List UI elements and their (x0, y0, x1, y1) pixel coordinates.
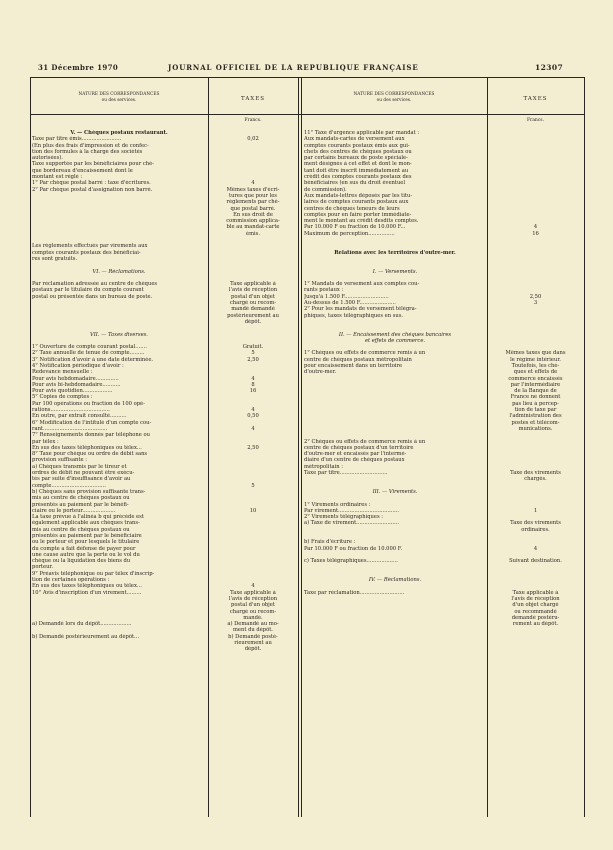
table-row-text: Aux mandats-cartes de versement aux (304, 136, 405, 143)
header-rule (30, 77, 584, 78)
table-row-tax: ordinaires. (521, 526, 550, 533)
table-row-text: c) Taxes télégraphiques................... (304, 558, 398, 565)
table-row-text: a) Demandé lors du dépôt................... (32, 621, 132, 628)
page-number: 12307 (535, 63, 564, 72)
table-row-tax: Taxe applicable à (230, 589, 276, 596)
table-row-text: chets des centres de chèques postaux ou (304, 148, 412, 155)
table-row-tax: de la Banque de (514, 388, 557, 395)
table-row-text: postaux par le titulaire du compte courant (32, 287, 144, 294)
table-row-text: que bordereau d'encaissement dont le (32, 167, 133, 174)
table-row-tax: b) Demandé posté- (228, 633, 278, 640)
table-row-text (304, 621, 486, 627)
table-row-tax: 2,50 (529, 293, 542, 300)
table-row-text: rations.................................... (32, 407, 110, 414)
table-row-text: comptes courants postaux des bénéficiai- (32, 249, 141, 256)
table-row-tax: postal d'un objet (231, 293, 275, 300)
table-row-text: 2° Virements télégraphiques : (304, 514, 384, 521)
table-row-text: Maximum de perception................ (304, 230, 395, 237)
table-row-text: une cause autre que la perte ou le vol du (32, 551, 140, 558)
table-row-text: 11° Taxe d'urgence applicable par mandat : (304, 130, 420, 136)
table-row-text: tion des formules à la charge des sociétés (32, 148, 143, 155)
table-row-text: 1° Par chèque postal barré : taxe d'écritures. (32, 180, 151, 187)
table-row-text: b) Demandé postérieurement au dépôt... (32, 633, 139, 640)
table-row-text: 2° Taxe annuelle de tenue de compte......... (32, 350, 145, 357)
table-row-tax: 4 (251, 583, 255, 590)
table-row-text: bénéficiaires (en sus du droit éventuel (304, 180, 406, 187)
table-row-text: 7° Renseignements donnés par téléphone ou (32, 432, 150, 439)
table-row-tax: Taxe des virements (510, 470, 561, 477)
table-row-tax: dépôt. (244, 646, 262, 653)
table-row-text: ment le montant au crédit desdits comptes. (304, 218, 419, 225)
table-row-tax: ble au mandat-carte (226, 224, 280, 231)
table-row-tax: 3 (533, 300, 538, 307)
table-row-text: phiques, taxes télégraphiques en sus. (304, 312, 404, 319)
table-row-text: Pour avis hebdomadaire.............. (32, 375, 119, 382)
table-row-tax: 4 (251, 425, 255, 432)
table-row-text: b) Chèques sans provision suffisante trans- (32, 488, 146, 495)
table-row-tax: pas lieu à percep- (512, 400, 559, 407)
table-row-tax: ment du dépôt. (233, 627, 273, 634)
table-row-tax: 2,50 (247, 444, 259, 451)
border-right (584, 77, 585, 817)
table-row-text: a) Taxe de virement.......................... (304, 520, 400, 527)
table-row-text: ciaire ou le porteur.................... (32, 507, 116, 514)
section-heading: II. — Encaissement des chèques bancaires (338, 331, 452, 338)
left-nature-header (30, 92, 208, 104)
table-row-text: crédit des comptes courants postaux des (304, 174, 412, 181)
table-row-tax: chargés. (524, 476, 547, 483)
table-row-text: tant doit être inscrit immédiatement au (304, 167, 409, 174)
table-row-tax: 1 (533, 507, 538, 514)
table-row-text: 2° Par chèque postal d'assignation non barré. (32, 186, 153, 193)
table-row-text: Pour avis quotidien.................. (32, 388, 113, 395)
table-row-tax: mandé demandé (231, 306, 275, 313)
table-row-text: Taxe par réclamation........................... (304, 589, 405, 596)
table-row-tax: rieurement au (234, 640, 272, 647)
table-row-text: tion de certaines opérations : (32, 577, 110, 584)
table-row-text: centre de chèques postaux d'un territoire (304, 444, 414, 451)
table-row-tax: chargé ou recom- (229, 608, 277, 615)
table-row-tax: commission applica- (226, 218, 280, 225)
table-row-text: également applicable aux chèques trans- (32, 520, 140, 527)
table-row-text: Taxe supportée par les bénéficiaires pour chè- (32, 161, 154, 168)
table-row-tax: 16 (249, 388, 257, 395)
table-row-text: tés par suite d'insuffisance d'avoir au (32, 476, 131, 483)
left-nature-column (32, 130, 206, 653)
table-row-tax: 4 (533, 545, 538, 552)
table-row-tax: 8 (251, 381, 255, 388)
table-row-text: La taxe prévue à l'alinéa b qui précède est (32, 514, 144, 521)
table-row-text: Par 100 opérations ou fraction de 100 opé- (32, 400, 145, 407)
table-row-tax: tion de taxe par (514, 407, 557, 414)
table-row-text: Au-dessus de 1.500 F...................... (304, 300, 396, 307)
table-row-text: 1° Virements ordinaires : (304, 501, 371, 508)
table-row-tax: demandé postéru- (511, 614, 560, 621)
table-row-text: 2° Pour les mandats de versement télégra- (304, 306, 417, 313)
table-row-text: En sus des taxes téléphoniques ou télex... (32, 444, 142, 451)
table-row-text: ment désignés à cet effet et dont le mon- (304, 161, 412, 168)
table-row-text: Pour avis bi-hebdomadaire........... (32, 381, 121, 388)
table-row-text: autorisées). (32, 155, 63, 162)
right-francs-label: Francs. (526, 118, 545, 123)
border-left (30, 77, 31, 817)
table-row-text: ou le porteur et pour lesquels le titulaire (32, 539, 140, 546)
table-row-text: métropolitain : (304, 463, 344, 470)
nature-sub-label: ou des services. (376, 98, 412, 103)
table-row-tax: que postal barré. (230, 205, 276, 212)
table-row-tax: postérieurement au (227, 312, 279, 319)
table-row-tax: l'avis de réception (511, 595, 560, 602)
table-row-tax: émis. (246, 230, 260, 237)
table-row-tax: 4 (251, 180, 255, 187)
table-row-tax: Mêmes taxes que dans (505, 350, 566, 357)
table-row-tax: postes et télécom- (511, 419, 560, 426)
table-row-tax: France ne donnent (510, 394, 561, 401)
table-row-text: diaire d'un centre de chèques postaux (304, 457, 405, 464)
table-row-text: 4° Notification périodique d'avoir : (32, 362, 124, 369)
table-row-text: 6° Modification de l'intitulé d'un compte cou- (32, 419, 152, 426)
table-row-text: 1° Chèques ou effets de commerce remis à un (304, 350, 426, 357)
table-row-text: d'outre-mer. (304, 369, 337, 376)
table-row-text: centre de chèques postaux métropolitain (304, 356, 412, 363)
section-heading: V. — Chèques postaux restaurant. (70, 130, 168, 136)
table-row-tax: Taxe applicable à (230, 281, 276, 288)
table-row-tax: 10 (249, 507, 257, 514)
table-row-text: centres de chèques teneurs de leurs (304, 205, 400, 212)
section-heading: Relations avec les territoires d'outre-mer. (334, 249, 456, 256)
section-heading: VII. — Taxes diverses. (90, 331, 148, 338)
table-row-text: En sus des taxes téléphoniques ou télex... (32, 583, 142, 590)
table-row-tax: par l'intermédiaire (510, 381, 561, 388)
table-row-text: compte................................. (32, 482, 106, 489)
table-row-text: Par 10.000 F ou fraction de 10.000 F. (304, 545, 403, 552)
table-row-text: 2° Chèques ou effets de commerce remis à un (304, 438, 426, 445)
table-row-tax: commerce encaissés (508, 375, 563, 382)
table-row-text: d'outre-mer et encaissés par l'intermé- (304, 451, 407, 458)
table-row-tax: postal d'un objet (231, 602, 275, 609)
table-row-text: de commission). (304, 186, 347, 193)
right-nature-header (301, 92, 487, 104)
table-row-tax: mandé. (243, 614, 263, 621)
table-row-tax: 4 (251, 407, 255, 414)
table-row-text: Par réclamation adressée au centre de chèques (32, 281, 158, 288)
table-row-tax: rement au dépôt. (512, 621, 559, 628)
table-row-text: 1° Mandats de versement aux comptes cou- (304, 281, 420, 288)
section-heading: IV. — Réclamations. (368, 577, 422, 584)
left-taxes-header: TAXES (240, 96, 266, 102)
table-row-text: res sont gratuits. (32, 255, 78, 262)
section-heading: VI. — Réclamations. (92, 268, 146, 275)
table-row-tax: Mêmes taxes d'écri- (226, 186, 280, 193)
table-row-tax: 0,50 (247, 413, 259, 420)
table-row-text: présentés au paiement par le bénéficiaire (32, 533, 142, 539)
table-row-text: Taxe par titre............................. (304, 470, 388, 477)
right-nature-column (304, 130, 486, 627)
table-row-tax: 5 (251, 350, 255, 357)
journal-title: JOURNAL OFFICIEL DE LA REPUBLIQUE FRANÇAISE (168, 63, 419, 72)
table-row-text: 3° Notification d'avoir à une date déterminée. (32, 356, 154, 363)
section-heading: I. — Versements. (372, 268, 418, 275)
table-row-text: Par virement..................................... (304, 507, 400, 514)
table-row-tax: ques et effets de (513, 369, 558, 376)
table-row-text: pour encaissement dans un territoire (304, 362, 403, 369)
table-row-text: comptes courants postaux émis aux gui- (304, 142, 410, 149)
table-row-text: mis au centre de chèques postaux ou (32, 526, 130, 533)
section-heading: III. — Virements. (372, 488, 418, 495)
table-row-text: par télex : (32, 438, 59, 445)
table-row-tax: chargé ou recom- (229, 300, 277, 307)
table-row-tax: dépôt. (244, 318, 262, 325)
table-row-text: ordres de débit ne pouvant être exécu- (32, 470, 135, 477)
table-row-tax: Suivant destination. (509, 558, 562, 565)
table-row-text: chèque ou la liquidation des biens du (32, 558, 131, 565)
table-row-text: Taxe par titre émis........................ (32, 136, 122, 143)
table-row-text: (En plus des frais d'impression et de confec- (32, 142, 149, 149)
table-row-tax: Taxe applicable à (512, 589, 559, 596)
table-row-text: b) Frais d'écriture : (304, 539, 356, 546)
table-row-tax: Taxe des virements (510, 520, 561, 527)
table-row-tax: règlements par chè- (226, 199, 280, 206)
table-row-text: En outre, par extrait consulté.......... (32, 413, 127, 420)
nature-label: NATURE DES CORRESPONDANCES (78, 92, 160, 97)
table-row-tax: tures que pour les (229, 192, 277, 199)
table-row-tax: munications. (518, 425, 553, 432)
nature-sub-label: ou des services. (101, 98, 137, 103)
table-row-text: a) Chèques transmis par le tireur et (32, 463, 127, 470)
table-row-tax: Gratuit. (242, 344, 264, 351)
column-header-rule (30, 114, 584, 115)
table-row-text: rants postaux : (304, 287, 344, 294)
table-row-text: 9° Préavis téléphonique ou par télex d'inscrip- (32, 570, 155, 577)
right-taxes-header: TAXES (523, 96, 548, 102)
table-row-text: porteur. (32, 564, 53, 571)
table-row-tax: ou recommandé (514, 608, 557, 615)
table-row-text: montant est réglé : (32, 174, 83, 181)
right-taxes-column (488, 130, 583, 627)
header-date: 31 Décembre 1970 (38, 63, 119, 72)
table-row-text: comptes pour en faire porter immédiate- (304, 211, 412, 218)
table-row-text (32, 646, 206, 652)
table-row-text: Redevance mensuelle : (32, 369, 93, 376)
table-row-text: présentés au paiement par le bénéfi- (32, 501, 129, 508)
table-row-tax: a) Demandé au mo- (227, 621, 279, 628)
table-row-tax: En sus droit de (233, 211, 273, 218)
left-taxes-column (209, 130, 297, 653)
left-francs-label: Francs. (244, 118, 262, 123)
table-row-tax: d'un objet chargé (512, 602, 559, 609)
divider-center-2 (301, 77, 302, 817)
table-row-text: du compte a fait défense de payer pour (32, 545, 136, 552)
table-row-tax: l'avis de réception (228, 287, 278, 294)
table-row-text: mis au centre de chèques postaux ou (32, 495, 130, 502)
table-row-text: Les règlements effectués par virements aux (32, 243, 148, 250)
table-row-tax: le régime intérieur. (510, 356, 561, 363)
nature-label: NATURE DES CORRESPONDANCES (353, 92, 435, 97)
section-heading: et effets de commerce. (364, 337, 426, 344)
table-row-tax: 0,02 (247, 136, 259, 143)
table-row-text: 8° Taxe pour chèque ou ordre de débit sans (32, 451, 148, 458)
table-row-tax: 4 (533, 224, 538, 231)
table-row-text: par certains bureaux de poste spéciale- (304, 155, 408, 162)
table-row-text: 10° Avis d'inscription d'un virement......... (32, 589, 142, 596)
table-row-tax: l'avis de réception (228, 595, 278, 602)
table-row-text: Par 10.000 F ou fraction de 10.000 F... (304, 224, 406, 231)
table-row-text: provision suffisante : (32, 457, 87, 464)
table-row-tax: 4 (251, 375, 255, 382)
table-row-text: laires de comptes courants postaux aux (304, 199, 409, 206)
table-row-tax: 2,50 (247, 356, 259, 363)
divider-center (298, 77, 299, 817)
table-row-tax: 5 (251, 482, 255, 489)
table-row-text: 5° Copies de comptes : (32, 394, 93, 401)
table-row-text: Jusqu'à 1.500 F........................... (304, 293, 389, 300)
table-row-text: Aux mandats-lettres déposés par les titu- (304, 192, 413, 199)
table-row-text: 1° Ouverture de compte courant postal....... (32, 344, 147, 351)
table-row-text: rant....................................... (32, 425, 108, 432)
table-row-text: postal ou présentée dans un bureau de poste. (32, 293, 153, 300)
table-row-tax: l'administration des (509, 413, 562, 420)
table-row-tax: 16 (532, 230, 539, 237)
table-row-tax: Toutefois, les chè- (511, 362, 560, 369)
